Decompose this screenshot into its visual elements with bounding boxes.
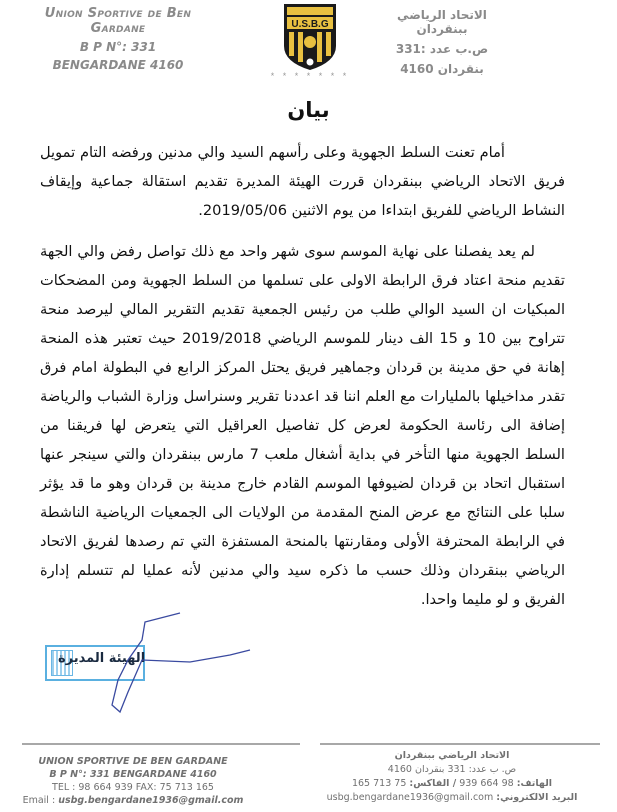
header-city-fr: BENGARDANE 4160: [52, 58, 184, 72]
footer-email-ar-row: [307, 791, 597, 805]
decorative-stars: * * * * * * *: [270, 71, 350, 81]
signatory-label: الهيئة المديرة: [58, 651, 146, 666]
footer-email-label-fr: Email :: [22, 795, 56, 806]
footer-phone-label-ar: الهاتف:: [516, 778, 553, 789]
footer-fax-ar: 75 713 165: [351, 778, 407, 789]
header-right-block: [377, 8, 507, 82]
footer-club-name-ar: الاتحاد الرياضي ببنقردان: [394, 750, 510, 761]
footer-address-fr: B P N°: 331 BENGARDANE 4160: [49, 769, 217, 780]
header-left-block: [18, 6, 218, 72]
paragraph-2: لم يعد يفصلنا على نهاية الموسم سوى شهر واحد مع ذلك تواصل رفض والي الجهة تقديم منحة اعتاد فرق الرابطة الاولى على تسلمها من السلط الجهوية ومن المضحكات المبكيات ان السيد الوالي طلب من رئيس الجمعية تقديم التقرير المالي ليرصد منحة تتراوح بين 10 و 15 الف دينار للموسم الرياضي 2019/2018 حيث تعتبر هذه المنحة إهانة في حق مدينة بن قردان وجماهير فريق يحتل المركز الرابع في البطولة امام فرق تقدر مداخيلها بالمليارات مع العلم اننا قد اعددنا تقرير وسنراسل وزارة الشباب والرياضة إضافة الى رئاسة الحكومة لعرض كل تفاصيل العراقيل التي يتعرض لها فريقنا من السلط الجهوية منها التأخر في بداية أشغال ملعب 7 مارس ببنقردان والتي سينجر عنها استقبال اتحاد بن قردان لضيوفها الموسم القادم خارج مدينة بن قردان وهو ما قد يؤثر سلبا على النتائج مع عرض المنح المقدمة من الولايات الى الجمعيات الرياضية الناشطة في الرابطة المحترفة الأولى ومقارنتها بالمنحة المستفزة التي تم رصدها لفريق الاتحاد الرياضي ببنقردان وذلك حسب ما ذكره سيد والي مدنين لأنه عمليا لم تتسلم إدارة الفريق و لو مليما واحدا.: [40, 243, 565, 608]
header-club-name-fr: Union Sportive de Ben Gardane: [44, 6, 192, 36]
footer-phone-fax-fr: TEL : 98 664 939 FAX: 75 713 165: [52, 782, 214, 793]
footer-left-block: [18, 755, 248, 807]
footer-right-block: [307, 749, 597, 805]
document-body: [40, 138, 565, 626]
header-club-name-ar: الاتحاد الرياضي ببنقردان: [397, 8, 487, 36]
footer-email-label-ar: البريد الالكتروني:: [496, 792, 578, 803]
footer-email-fr[interactable]: usbg.bengardane1936@gmail.com: [58, 795, 244, 806]
footer-divider-left: [22, 743, 300, 745]
document-title: بيان: [287, 98, 330, 122]
paragraph-1: أمام تعنت السلط الجهوية وعلى رأسهم السيد والي مدنين ورفضه التام تمويل فريق الاتحاد الرياضي ببنقردان قررت الهيئة المديرة تقديم استقالة جماعية وإيقاف النشاط الرياضي للفريق ابتداءا من يوم الاثنين 2019/05/06.: [40, 144, 565, 219]
footer-email-fr-row: [18, 794, 248, 807]
header-po-box-fr: B P N°: 331: [79, 40, 157, 54]
footer-address-ar: ص. ب عدد: 331 بنقردان 4160: [387, 764, 517, 775]
club-crest-icon: [280, 2, 340, 72]
footer-club-name-fr: UNION SPORTIVE DE BEN GARDANE: [38, 756, 228, 767]
header-po-box-ar: ص.ب عدد :331: [395, 42, 489, 56]
footer-fax-label-ar: / الفاكس:: [409, 778, 457, 789]
footer-phone-ar: 98 664 939: [459, 778, 514, 789]
footer-email-ar[interactable]: usbg.bengardane1936@gmail.com: [326, 792, 494, 803]
crest-initials: U.S.B.G: [291, 19, 329, 30]
footer-divider-right: [320, 743, 600, 745]
footer-phone-fax-ar-row: [307, 777, 597, 791]
header-city-ar: بنقردان 4160: [400, 62, 484, 76]
